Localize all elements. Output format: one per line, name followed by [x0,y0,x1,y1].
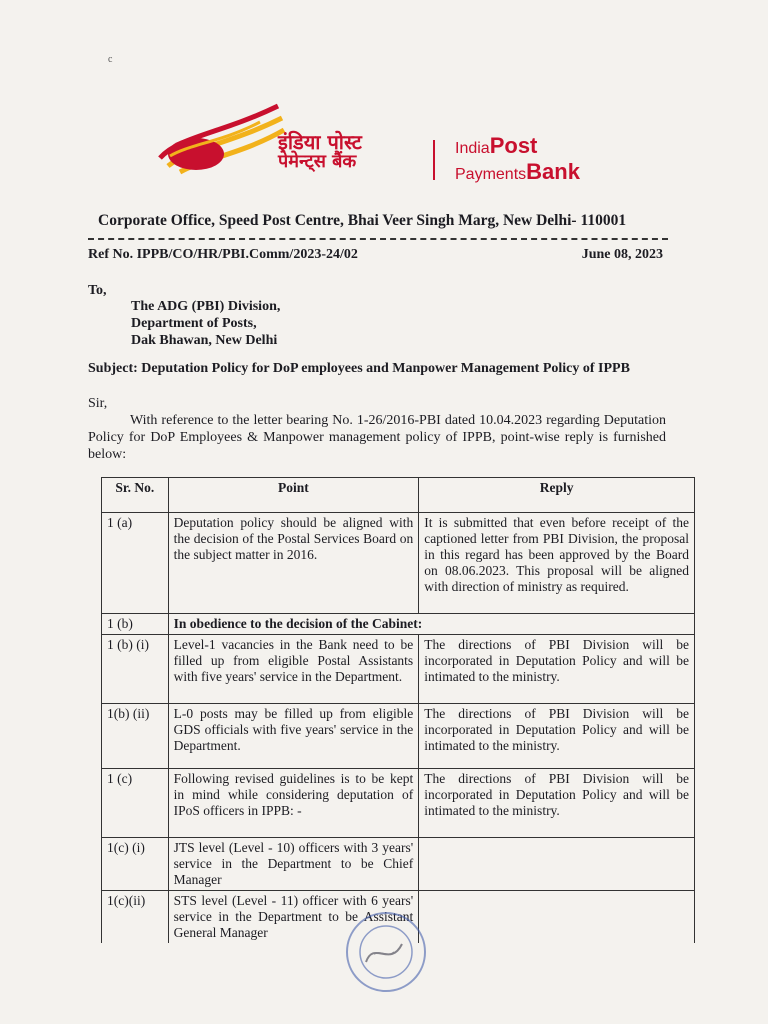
logo-india: India [455,140,490,157]
logo-hindi-text [278,132,362,172]
reference-number: Ref No. IPPB/CO/HR/PBI.Comm/2023-24/02 [88,247,358,262]
point-cell: Following revised guidelines is to be kept in mind while considering deputation of IPoS officers in IPPB: - [168,769,419,838]
reply-cell: The directions of PBI Division will be incorporated in Deputation Policy and will be intimated to the ministry. [419,769,695,838]
subject-line: Subject: Deputation Policy for DoP employees and Manpower Management Policy of IPPB [88,361,630,376]
header-sr-no: Sr. No. [102,478,169,513]
point-cell: Deputation policy should be aligned with the decision of the Postal Services Board on the subject matter in 2016. [168,513,419,614]
logo-hindi-line1: इंडिया पोस्ट [278,130,362,154]
logo-hindi-line2: पेमेन्ट्स बैंक [278,151,357,172]
addressee-line: Department of Posts, [131,316,257,331]
reply-cell: The directions of PBI Division will be incorporated in Deputation Policy and will be intimated to the ministry. [419,704,695,769]
logo-bank: Bank [526,158,580,184]
point-cell: STS level (Level - 11) officer with 6 years' service in the Department to be Assistant General Manager [168,891,419,944]
table-row [102,704,695,769]
to-label: To, [88,283,107,298]
table-row [102,513,695,614]
official-seal-stamp [344,910,428,994]
reply-cell: The directions of PBI Division will be incorporated in Deputation Policy and will be intimated to the ministry. [419,635,695,704]
ippb-logo [150,96,630,196]
sr-cell: 1 (c) [102,769,169,838]
addressee-block [131,298,280,349]
sr-cell: 1(c)(ii) [102,891,169,944]
stray-mark: c [108,54,113,65]
logo-divider [433,140,435,180]
reply-table [101,477,695,943]
logo-post: Post [489,133,538,158]
point-cell: L-0 posts may be filled up from eligible GDS officials with five years' service in the Department. [168,704,419,769]
point-cell: Level-1 vacancies in the Bank need to be filled up from eligible Postal Assistants with five years' service in the Department. [168,635,419,704]
merged-heading-cell: In obedience to the decision of the Cabinet: [168,614,694,635]
india-post-swoosh-icon [150,96,290,186]
reply-cell [419,838,695,891]
table-row [102,635,695,704]
point-cell: JTS level (Level - 10) officers with 3 years' service in the Department to be Chief Manager [168,838,419,891]
sr-cell: 1 (a) [102,513,169,614]
sr-cell: 1 (b) [102,614,169,635]
table-row [102,769,695,838]
sr-cell: 1 (b) (i) [102,635,169,704]
office-address: Corporate Office, Speed Post Centre, Bhai Veer Singh Marg, New Delhi- 110001 [98,212,627,229]
letter-date: June 08, 2023 [581,247,663,262]
reply-cell [419,891,695,944]
header-point: Point [168,478,419,513]
reply-cell: It is submitted that even before receipt of the captioned letter from PBI Division, the proposal in this regard has been approved by the Board on 08.06.2023. This proposal will be aligned with direction of ministry as required. [419,513,695,614]
table-row [102,614,695,635]
logo-english-text [455,134,580,184]
sr-cell: 1(c) (i) [102,838,169,891]
salutation: Sir, [88,396,108,411]
logo-payments: Payments [455,165,527,183]
dashed-divider [88,238,668,240]
sr-cell: 1(b) (ii) [102,704,169,769]
table-header-row [102,478,695,513]
body-paragraph: With reference to the letter bearing No. 1-26/2016-PBI dated 10.04.2023 regarding Deputation Policy for DoP Employees & Manpower management policy of IPPB, point-wise reply is furnished below: [88,413,666,462]
addressee-line: The ADG (PBI) Division, [131,299,281,314]
header-reply: Reply [419,478,695,513]
table-row [102,838,695,891]
addressee-line: Dak Bhawan, New Delhi [131,333,278,348]
